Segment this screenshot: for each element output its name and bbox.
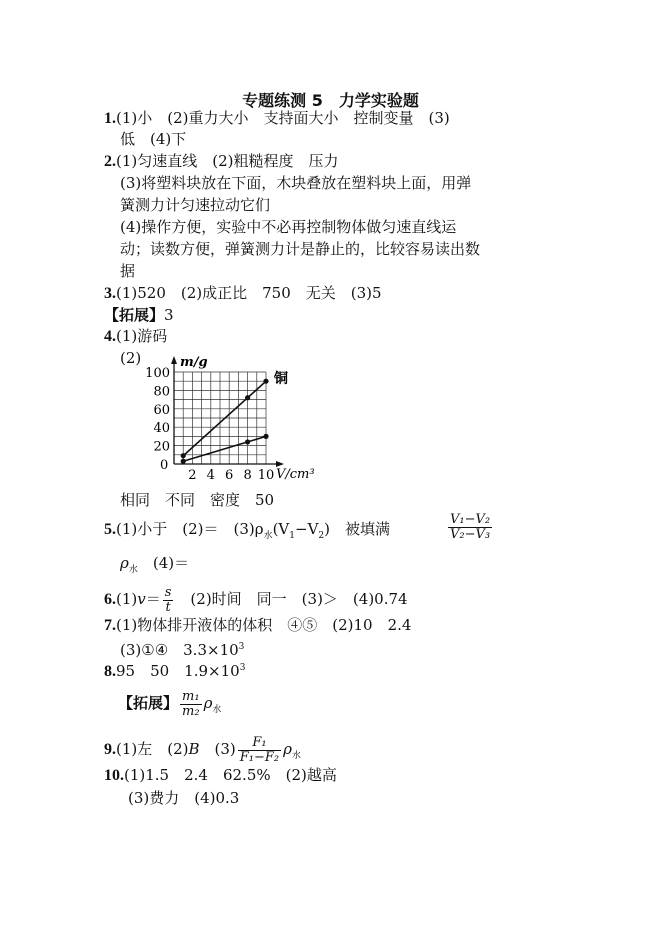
q8-line1 [104, 659, 245, 681]
y-tick-label: 40 [153, 421, 170, 437]
q5-line2-rest: (4)＝ [137, 554, 190, 572]
series-line [183, 381, 266, 456]
q8-rho: ρ [203, 694, 213, 712]
q5-frac-denominator: V₂−V₃ [450, 527, 491, 542]
q4-text1: (1)游码 [116, 327, 168, 345]
q5-minus: −V [295, 520, 319, 538]
q9-water: 水 [291, 751, 301, 761]
q6-v: v [137, 590, 146, 608]
q9-p1: (1)左 (2) [116, 740, 189, 758]
q6-p1: (1) [116, 590, 138, 608]
q5-text1: (1)小于 (2)＝ (3)ρ [116, 520, 264, 538]
q5-close: ) 被填满 [324, 520, 390, 538]
mass-volume-chart [108, 346, 328, 486]
x-tick-label: 8 [243, 468, 252, 483]
q8-frac-numerator: m₁ [182, 688, 200, 704]
q5-rho: ρ [120, 554, 129, 572]
q10-line1 [104, 766, 337, 785]
q5-fraction [446, 513, 494, 542]
data-point [181, 459, 186, 464]
q7-text1: (1)物体排开液体的体积 ④⑤ (2)10 2.4 [116, 616, 412, 634]
q4-answer: 相同 不同 密度 50 [120, 491, 275, 509]
q3-ext-label: 【拓展】 [104, 306, 165, 324]
q10-text1: (1)1.5 2.4 62.5% (2)越高 [124, 766, 337, 784]
q6-rest: (2)时间 同一 (3)＞ (4)0.74 [175, 590, 408, 608]
q5-sub1: 1 [289, 531, 295, 541]
q3-number: 3. [104, 285, 116, 302]
q5-sub2: 2 [318, 531, 325, 541]
q7-number: 7. [104, 617, 116, 634]
data-point [263, 434, 268, 439]
q6-line [104, 584, 408, 614]
x-tick-label: 10 [257, 468, 275, 483]
q10-line2: (3)费力 (4)0.3 [128, 789, 240, 807]
q5-line1 [104, 520, 390, 545]
q8-extension [118, 686, 221, 720]
q3-text1: (1)520 (2)成正比 750 无关 (3)5 [116, 284, 382, 302]
x-tick-label: 6 [225, 468, 234, 483]
q5-line2 [120, 554, 189, 579]
q9-frac-numerator: F₁ [238, 736, 281, 751]
q8-exp: 3 [239, 663, 246, 673]
data-point [245, 395, 250, 400]
q9-line [104, 732, 301, 766]
x-tick-label: 4 [206, 468, 215, 483]
data-point [263, 379, 268, 384]
q4-part2: (2) [120, 349, 142, 367]
q7-line2 [120, 638, 244, 659]
q9-p3: (3) [199, 740, 236, 758]
q5-water-sub2: 水 [128, 565, 138, 575]
y-tick-label: 20 [153, 439, 170, 455]
q9-rho: ρ [283, 740, 292, 758]
y-tick-label: 80 [153, 384, 170, 400]
q5-number: 5. [104, 521, 116, 538]
y-axis-label: m/g [180, 355, 208, 370]
q2-line2: (3)将塑料块放在下面，木块叠放在塑料块上面，用弹 [120, 174, 472, 192]
chart-series [181, 370, 288, 464]
data-point [245, 439, 250, 444]
origin-label: 0 [160, 458, 169, 473]
q1-text1: (1)小 (2)重力大小 支持面大小 控制变量 (3) [116, 109, 450, 127]
q2-line1 [104, 152, 339, 171]
q3-ext-value: 3 [164, 306, 174, 324]
q1-line1 [104, 109, 450, 128]
q5-water-sub: 水 [263, 531, 273, 541]
chart-axes [171, 356, 284, 467]
q9-frac-denominator: F₁−F₂ [239, 749, 280, 765]
y-tick-label: 60 [153, 402, 170, 418]
q7-text2: (3)①④ 3.3×10 [120, 641, 239, 659]
q4-line1 [104, 327, 167, 346]
q2-line3: 簧测力计匀速拉动它们 [120, 196, 271, 214]
q6-frac-denominator: t [165, 599, 171, 615]
data-point [181, 453, 186, 458]
q3-extension [104, 306, 174, 324]
page-title: 专题练测 5 力学实验题 [242, 91, 419, 110]
q3-line1 [104, 284, 382, 303]
q6-frac-numerator: s [164, 584, 172, 600]
q2-line4: (4)操作方便，实验中不必再控制物体做匀速直线运 [120, 218, 457, 236]
q8-frac-denominator: m₂ [182, 703, 200, 719]
q6-number: 6. [104, 591, 116, 608]
q9-b: B [188, 740, 200, 758]
q8-water: 水 [212, 705, 222, 715]
q8-ext-label: 【拓展】 [118, 694, 179, 712]
x-axis-label: V/cm³ [276, 467, 315, 482]
q10-number: 10. [104, 767, 124, 784]
q8-text1: 95 50 1.9×10 [116, 662, 240, 680]
q1-number: 1. [104, 110, 116, 127]
q5-paren: (V [272, 520, 290, 538]
y-axis-arrow [171, 356, 177, 364]
y-tick-label: 100 [145, 366, 170, 381]
q4-number: 4. [104, 328, 116, 345]
q2-line6: 据 [120, 262, 136, 280]
q2-number: 2. [104, 153, 116, 170]
q5-frac-numerator: V₁−V₂ [450, 512, 491, 527]
series-label: 铜 [274, 371, 288, 388]
q7-line1 [104, 616, 411, 635]
q9-number: 9. [104, 741, 116, 758]
q7-exp: 3 [238, 642, 245, 652]
q1-line2: 低 (4)下 [120, 130, 187, 148]
x-tick-label: 2 [188, 468, 197, 483]
series-line [183, 436, 266, 461]
q8-number: 8. [104, 663, 116, 680]
q2-text1: (1)匀速直线 (2)粗糙程度 压力 [116, 152, 339, 170]
q2-line5: 动；读数方便，弹簧测力计是静止的，比较容易读出数 [120, 240, 481, 258]
q6-eq: ＝ [145, 590, 161, 608]
